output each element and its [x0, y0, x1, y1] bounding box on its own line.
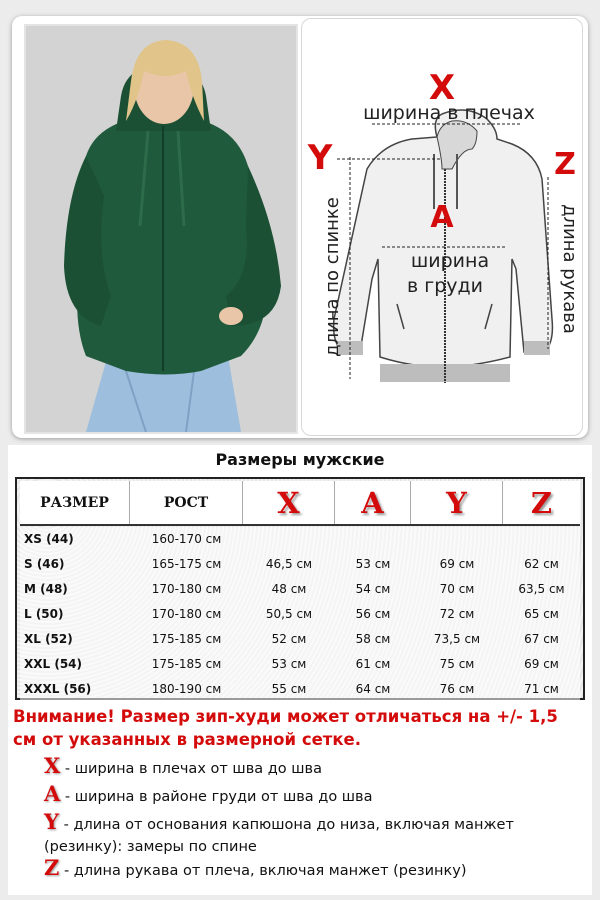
legend-item-z — [44, 857, 584, 882]
header-height: РОСТ — [130, 481, 243, 524]
value-cell: 56 см — [355, 607, 391, 621]
table-header — [20, 481, 580, 526]
product-images-card — [12, 16, 588, 438]
value-cell: 69 см — [439, 557, 475, 571]
diagram-label-x: X — [428, 68, 456, 108]
legend-letter-z: Z — [44, 855, 60, 880]
size-cell: XS (44) — [24, 532, 74, 546]
value-cell: 46,5 см — [265, 557, 313, 571]
value-cell: 55 см — [271, 682, 307, 696]
header-size: РАЗМЕР — [20, 481, 130, 524]
value-cell: 61 см — [355, 657, 391, 671]
value-cell: 63,5 см — [518, 582, 565, 596]
chest-width-label-2: в груди — [406, 275, 484, 297]
legend-letter-y: Y — [44, 809, 59, 834]
size-info-section — [8, 445, 592, 895]
value-cell: 64 см — [355, 682, 391, 696]
table-row — [20, 652, 580, 677]
legend-text-a: - ширина в районе груди от шва до шва — [60, 789, 373, 805]
value-cell: 48 см — [271, 582, 307, 596]
header-a: A — [335, 481, 411, 524]
value-cell: 160-170 см — [151, 532, 222, 546]
value-cell: 71 см — [524, 682, 559, 696]
value-cell: 165-175 см — [151, 557, 222, 571]
value-cell: 76 см — [439, 682, 475, 696]
value-cell: 70 см — [439, 582, 475, 596]
legend-letter-x: X — [44, 753, 61, 778]
legend-text-z: - длина рукава от плеча, включая манжет (резинку) — [59, 863, 467, 879]
size-cell: XXXL (56) — [24, 682, 92, 696]
table-row — [20, 677, 580, 702]
header-y: Y — [411, 481, 503, 524]
value-cell: 53 см — [271, 657, 307, 671]
legend-text-x: - ширина в плечах от шва до шва — [60, 761, 322, 777]
value-cell: 170-180 см — [151, 582, 222, 596]
size-table — [15, 477, 585, 700]
value-cell: 69 см — [524, 657, 559, 671]
table-row — [20, 527, 580, 552]
value-cell — [411, 527, 503, 552]
model-photo — [24, 24, 298, 434]
legend-item-a — [44, 783, 584, 808]
diagram-label-y: Y — [307, 138, 333, 178]
size-cell: M (48) — [24, 582, 68, 596]
value-cell: 175-185 см — [151, 632, 222, 646]
table-row — [20, 627, 580, 652]
model-photo-illustration — [26, 26, 296, 432]
value-cell: 58 см — [355, 632, 391, 646]
value-cell: 67 см — [524, 632, 559, 646]
value-cell: 75 см — [439, 657, 475, 671]
value-cell: 52 см — [271, 632, 307, 646]
value-cell — [243, 527, 335, 552]
hoodie-measurement-diagram — [302, 19, 582, 435]
size-cell: S (46) — [24, 557, 65, 571]
table-row — [20, 552, 580, 577]
legend-letter-a: A — [44, 781, 61, 806]
size-diagram — [301, 18, 583, 436]
table-row — [20, 602, 580, 627]
legend-item-x — [44, 755, 584, 780]
back-length-label: длина по спинке — [322, 197, 343, 357]
value-cell: 50,5 см — [265, 607, 313, 621]
value-cell: 65 см — [524, 607, 559, 621]
legend-item-y — [44, 811, 584, 858]
value-cell — [335, 527, 411, 552]
right-cuff — [524, 341, 550, 355]
header-z: Z — [530, 485, 553, 520]
size-cell: XXL (54) — [24, 657, 82, 671]
diagram-label-a: A — [430, 200, 454, 235]
value-cell: 53 см — [355, 557, 391, 571]
shoulder-width-label: ширина в плечах — [363, 102, 535, 124]
sleeve-length-label: длина рукава — [559, 204, 580, 334]
size-cell: XL (52) — [24, 632, 73, 646]
value-cell: 170-180 см — [151, 607, 222, 621]
value-cell: 180-190 см — [151, 682, 222, 696]
chest-width-label-1: ширина — [410, 250, 490, 272]
value-cell: 175-185 см — [151, 657, 222, 671]
value-cell: 54 см — [355, 582, 391, 596]
value-cell: 72 см — [439, 607, 475, 621]
legend-text-y: - длина от основания капюшона до низа, включая манжет (резинку): замеры по спине — [44, 817, 514, 855]
table-row — [20, 577, 580, 602]
size-cell: L (50) — [24, 607, 64, 621]
header-x: X — [243, 481, 335, 524]
table-title: Размеры мужские — [215, 450, 385, 469]
value-cell: 73,5 см — [433, 632, 481, 646]
value-cell: 62 см — [524, 557, 559, 571]
size-warning: Внимание! Размер зип-худи может отличаться на +/- 1,5 см от указанных в размерной сетке. — [13, 707, 558, 749]
value-cell — [503, 527, 580, 552]
diagram-label-z: Z — [554, 147, 576, 182]
